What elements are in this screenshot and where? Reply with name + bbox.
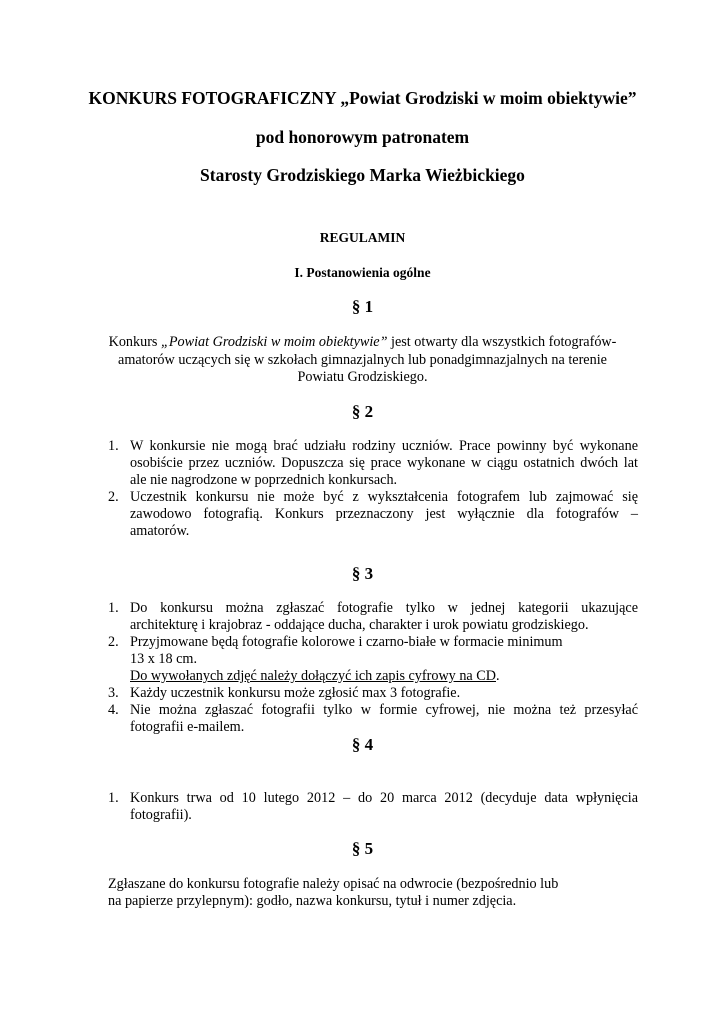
list-item-line: fotografii e-mailem. <box>130 719 245 735</box>
list-item <box>130 489 638 540</box>
list-item-line: W konkursie nie mogą brać udziału rodziny uczniów. Prace powinny być wykonane <box>130 438 638 454</box>
list-item-line: Każdy uczestnik konkursu może zgłosić max 3 fotografie. <box>130 685 461 701</box>
paragraph-1-line: amatorów uczących się w szkołach gimnazjalnych lub ponadgimnazjalnych na terenie <box>118 352 607 368</box>
patronage-line: pod honorowym patronatem <box>255 127 470 147</box>
list-item-line: Przyjmowane będą fotografie kolorowe i czarno-białe w formacie minimum <box>130 634 563 650</box>
list-item-line: Do konkursu można zgłaszać fotografie tylko w jednej kategorii ukazujące <box>130 600 638 616</box>
list-item <box>130 790 638 824</box>
cd-requirement-note: Do wywołanych zdjęć należy dołączyć ich zapis cyfrowy na CD <box>130 668 496 684</box>
list-item <box>130 702 638 736</box>
list-number: 3. <box>108 685 119 701</box>
list-number: 1. <box>108 600 119 616</box>
title-contest-name: „Powiat Grodziski w moim obiektywie” <box>340 88 637 108</box>
general-provisions-heading: I. Postanowienia ogólne <box>294 265 431 280</box>
paragraph-2-mark: § 2 <box>351 402 374 421</box>
list-item-line: Konkurs trwa od 10 lutego 2012 – do 20 marca 2012 (decyduje data wpłynięcia <box>130 790 638 806</box>
regulations-heading: REGULAMIN <box>319 230 406 245</box>
paragraph-1-mark: § 1 <box>351 297 374 316</box>
paragraph-1-line <box>0 334 725 351</box>
list-item-line <box>130 668 638 685</box>
paragraph-5-line: Zgłaszane do konkursu fotografie należy opisać na odwrocie (bezpośrednio lub <box>108 876 559 892</box>
document-title <box>0 88 725 109</box>
p1-line-suffix: jest otwarty dla wszystkich fotografów- <box>387 334 617 350</box>
list-number: 1. <box>108 438 119 454</box>
title-prefix: KONKURS FOTOGRAFICZNY <box>88 88 341 108</box>
paragraph-3-mark: § 3 <box>351 564 374 583</box>
list-item <box>130 600 638 634</box>
list-item <box>130 685 638 702</box>
list-number: 4. <box>108 702 119 718</box>
list-item-line: osobiście przez uczniów. Dopuszcza się prace wykonane w ciągu ostatnich dwóch lat <box>130 455 638 471</box>
list-number: 2. <box>108 489 119 505</box>
paragraph-5-mark: § 5 <box>351 839 374 858</box>
list-item-line: fotografii). <box>130 807 192 823</box>
list-item <box>130 438 638 489</box>
list-number: 2. <box>108 634 119 650</box>
paragraph-1-line: Powiatu Grodziskiego. <box>297 369 428 385</box>
list-item-line: architekturę i krajobraz - oddające ducha, charakter i urok powiatu grodziskiego. <box>130 617 589 633</box>
list-item-line: 13 x 18 cm. <box>130 651 197 667</box>
list-item-line: Nie można zgłaszać fotografii tylko w formie cyfrowej, nie można też przesyłać <box>130 702 638 718</box>
note-period: . <box>495 668 500 684</box>
p1-contest-name: „Powiat Grodziski w moim obiektywie” <box>161 334 388 350</box>
paragraph-5-line: na papierze przylepnym): godło, nazwa konkursu, tytuł i numer zdjęcia. <box>108 893 517 909</box>
list-item-line: amatorów. <box>130 523 190 539</box>
list-item-line: Uczestnik konkursu nie może być z wykształcenia fotografem lub zajmować się <box>130 489 638 505</box>
list-item <box>130 634 638 685</box>
paragraph-4-mark: § 4 <box>351 735 374 754</box>
list-item-line: ale nie nagrodzone w poprzednich konkursach. <box>130 472 398 488</box>
list-item-line: zawodowo fotografią. Konkurs przeznaczony jest wyłącznie dla fotografów – <box>130 506 638 522</box>
list-number: 1. <box>108 790 119 806</box>
p1-line-prefix: Konkurs <box>108 334 161 350</box>
patron-name: Starosty Grodziskiego Marka Wieżbickiego <box>200 165 525 185</box>
